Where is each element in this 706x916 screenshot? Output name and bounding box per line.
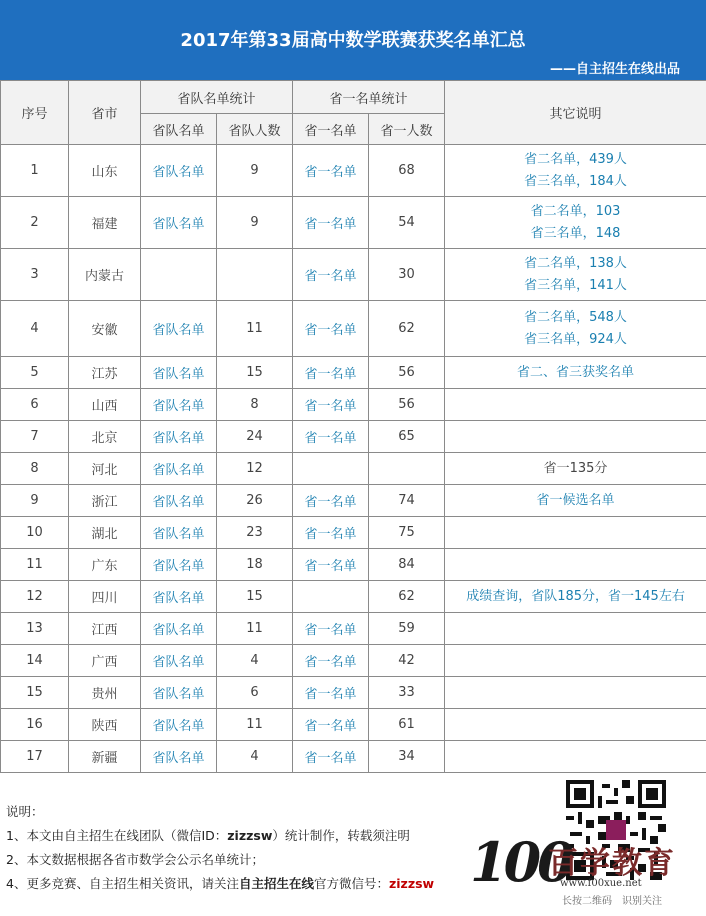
cell-index: 12 [1, 581, 69, 613]
cell-other-notes[interactable] [445, 145, 706, 197]
table-row [1, 741, 706, 773]
cell-first-count: 59 [369, 613, 445, 645]
cell-first-count: 56 [369, 357, 445, 389]
cell-first-count: 61 [369, 709, 445, 741]
team-list-link[interactable]: 省队名单 [141, 517, 217, 549]
header-team-group: 省队名单统计 [141, 81, 293, 114]
cell-team-count: 12 [217, 453, 293, 485]
cell-first-count [369, 453, 445, 485]
cell-province: 贵州 [69, 677, 141, 709]
first-list-link[interactable]: 省一名单 [293, 645, 369, 677]
cell-first-count: 54 [369, 197, 445, 249]
first-list-link [293, 453, 369, 485]
table-row [1, 709, 706, 741]
cell-other-notes [445, 741, 706, 773]
note-line: 省三名单，184人 [524, 173, 627, 189]
cell-other-notes[interactable] [445, 197, 706, 249]
first-list-link[interactable]: 省一名单 [293, 677, 369, 709]
note-line: 省二名单，103 [530, 203, 621, 219]
awards-table [0, 80, 706, 773]
cell-first-count: 84 [369, 549, 445, 581]
cell-index: 5 [1, 357, 69, 389]
cell-other-notes [445, 709, 706, 741]
cell-index: 6 [1, 389, 69, 421]
table-row [1, 613, 706, 645]
note-line: 省一135分 [543, 460, 608, 476]
cell-index: 11 [1, 549, 69, 581]
cell-index: 10 [1, 517, 69, 549]
cell-other-notes[interactable] [445, 485, 706, 517]
cell-province: 北京 [69, 421, 141, 453]
cell-team-count: 9 [217, 145, 293, 197]
logo-number: 100 [470, 830, 571, 894]
page-title: 2017年第33届高中数学联赛获奖名单汇总 [180, 30, 526, 51]
cell-team-count [217, 249, 293, 301]
table-row [1, 485, 706, 517]
cell-other-notes [445, 613, 706, 645]
cell-other-notes [445, 453, 706, 485]
table-row [1, 357, 706, 389]
cell-other-notes [445, 645, 706, 677]
cell-first-count: 42 [369, 645, 445, 677]
table-row [1, 197, 706, 249]
cell-index: 4 [1, 301, 69, 357]
note-line: 省三名单，148 [530, 225, 621, 241]
cell-province: 浙江 [69, 485, 141, 517]
notes-title: 说明： [6, 804, 44, 819]
cell-province: 湖北 [69, 517, 141, 549]
cell-index: 15 [1, 677, 69, 709]
footer [0, 772, 706, 916]
header-index: 序号 [1, 81, 69, 145]
account-name: 自主招生在线 [238, 876, 314, 891]
cell-first-count: 75 [369, 517, 445, 549]
cell-other-notes[interactable] [445, 249, 706, 301]
cell-province: 河北 [69, 453, 141, 485]
cell-team-count: 15 [217, 357, 293, 389]
cell-team-count: 11 [217, 301, 293, 357]
cell-first-count: 34 [369, 741, 445, 773]
cell-team-count: 11 [217, 709, 293, 741]
cell-index: 17 [1, 741, 69, 773]
team-list-link[interactable]: 省队名单 [141, 197, 217, 249]
first-list-link[interactable]: 省一名单 [293, 301, 369, 357]
first-list-link[interactable]: 省一名单 [293, 517, 369, 549]
table-row [1, 249, 706, 301]
note-3-text: 4、更多竞赛、自主招生相关资讯，请关注 [6, 876, 239, 891]
cell-province: 新疆 [69, 741, 141, 773]
team-list-link[interactable]: 省队名单 [141, 581, 217, 613]
first-list-link[interactable]: 省一名单 [293, 389, 369, 421]
cell-other-notes[interactable] [445, 357, 706, 389]
table-row [1, 453, 706, 485]
header-first-group: 省一名单统计 [293, 81, 445, 114]
team-list-link[interactable]: 省队名单 [141, 389, 217, 421]
qr-caption: 长按二维码 识别关注 [562, 896, 662, 907]
table-row [1, 421, 706, 453]
first-list-link[interactable]: 省一名单 [293, 709, 369, 741]
cell-other-notes[interactable] [445, 301, 706, 357]
cell-first-count: 56 [369, 389, 445, 421]
team-list-link[interactable]: 省队名单 [141, 613, 217, 645]
table-row [1, 145, 706, 197]
note-line: 省一候选名单 [536, 492, 615, 508]
cell-team-count: 15 [217, 581, 293, 613]
note-line: 省二名单，548人 [524, 309, 627, 325]
cell-other-notes [445, 421, 706, 453]
cell-team-count: 9 [217, 197, 293, 249]
note-3 [6, 872, 434, 896]
team-list-link [141, 249, 217, 301]
header-team-list: 省队名单 [141, 114, 217, 145]
first-list-link[interactable]: 省一名单 [293, 485, 369, 517]
team-list-link[interactable]: 省队名单 [141, 677, 217, 709]
cell-index: 7 [1, 421, 69, 453]
wechat-account: zizzsw [389, 876, 435, 891]
note-line: 省二名单，138人 [524, 255, 627, 271]
note-line: 省二、省三获奖名单 [517, 364, 635, 380]
cell-province: 福建 [69, 197, 141, 249]
cell-first-count: 62 [369, 581, 445, 613]
cell-province: 广东 [69, 549, 141, 581]
team-list-link[interactable]: 省队名单 [141, 485, 217, 517]
team-list-link[interactable]: 省队名单 [141, 301, 217, 357]
brand-logo [470, 830, 680, 907]
header-province: 省市 [69, 81, 141, 145]
first-list-link[interactable]: 省一名单 [293, 741, 369, 773]
table-row [1, 549, 706, 581]
cell-other-notes [445, 517, 706, 549]
note-1 [6, 824, 434, 848]
note-line: 省三名单，141人 [524, 277, 627, 293]
cell-province: 山东 [69, 145, 141, 197]
first-list-link[interactable]: 省一名单 [293, 613, 369, 645]
table-body [1, 145, 706, 773]
cell-team-count: 24 [217, 421, 293, 453]
cell-team-count: 11 [217, 613, 293, 645]
cell-index: 2 [1, 197, 69, 249]
table-row [1, 517, 706, 549]
team-list-link[interactable]: 省队名单 [141, 145, 217, 197]
table-row [1, 677, 706, 709]
header-other: 其它说明 [445, 81, 706, 145]
cell-province: 安徽 [69, 301, 141, 357]
cell-first-count: 30 [369, 249, 445, 301]
cell-other-notes [445, 389, 706, 421]
cell-team-count: 4 [217, 741, 293, 773]
team-list-link[interactable]: 省队名单 [141, 453, 217, 485]
cell-province: 四川 [69, 581, 141, 613]
cell-province: 陕西 [69, 709, 141, 741]
note-1-tail: ）统计制作，转载须注明 [272, 828, 410, 843]
team-list-link[interactable]: 省队名单 [141, 741, 217, 773]
cell-team-count: 18 [217, 549, 293, 581]
table-row [1, 581, 706, 613]
cell-first-count: 65 [369, 421, 445, 453]
team-list-link[interactable]: 省队名单 [141, 357, 217, 389]
logo-url: www.f00xue.net [560, 878, 642, 889]
cell-team-count: 4 [217, 645, 293, 677]
cell-index: 9 [1, 485, 69, 517]
header-banner [0, 0, 706, 80]
team-list-link[interactable]: 省队名单 [141, 709, 217, 741]
cell-team-count: 26 [217, 485, 293, 517]
cell-index: 3 [1, 249, 69, 301]
cell-province: 广西 [69, 645, 141, 677]
cell-team-count: 8 [217, 389, 293, 421]
cell-province: 江苏 [69, 357, 141, 389]
team-list-link[interactable]: 省队名单 [141, 645, 217, 677]
first-list-link[interactable]: 省一名单 [293, 145, 369, 197]
cell-team-count: 6 [217, 677, 293, 709]
cell-index: 13 [1, 613, 69, 645]
cell-other-notes[interactable] [445, 581, 706, 613]
cell-index: 1 [1, 145, 69, 197]
header-first-list: 省一名单 [293, 114, 369, 145]
cell-province: 江西 [69, 613, 141, 645]
cell-province: 内蒙古 [69, 249, 141, 301]
notes [6, 800, 434, 896]
cell-index: 16 [1, 709, 69, 741]
header-team-count: 省队人数 [217, 114, 293, 145]
cell-province: 山西 [69, 389, 141, 421]
page-subtitle: ——自主招生在线出品 [549, 62, 680, 77]
first-list-link[interactable]: 省一名单 [293, 549, 369, 581]
first-list-link[interactable]: 省一名单 [293, 249, 369, 301]
first-list-link[interactable]: 省一名单 [293, 357, 369, 389]
cell-first-count: 62 [369, 301, 445, 357]
table-row [1, 389, 706, 421]
note-2: 2、本文数据根据各省市数学会公示名单统计； [6, 852, 264, 867]
table-row [1, 301, 706, 357]
note-line: 成绩查询，省队185分，省一145左右 [466, 588, 685, 604]
note-line: 省三名单，924人 [524, 331, 627, 347]
cell-team-count: 23 [217, 517, 293, 549]
cell-index: 14 [1, 645, 69, 677]
wechat-id: zizzsw [227, 828, 273, 843]
first-list-link[interactable]: 省一名单 [293, 421, 369, 453]
header-first-count: 省一人数 [369, 114, 445, 145]
table-row [1, 645, 706, 677]
team-list-link[interactable]: 省队名单 [141, 549, 217, 581]
first-list-link[interactable]: 省一名单 [293, 197, 369, 249]
note-3-mid: 官方微信号： [313, 876, 389, 891]
cell-first-count: 33 [369, 677, 445, 709]
cell-other-notes [445, 549, 706, 581]
first-list-link [293, 581, 369, 613]
team-list-link[interactable]: 省队名单 [141, 421, 217, 453]
cell-index: 8 [1, 453, 69, 485]
cell-other-notes [445, 677, 706, 709]
cell-first-count: 68 [369, 145, 445, 197]
note-1-text: 1、本文由自主招生在线团队（微信ID： [6, 828, 228, 843]
logo-text: 百学教育 [548, 846, 676, 881]
cell-first-count: 74 [369, 485, 445, 517]
note-line: 省二名单，439人 [524, 151, 627, 167]
